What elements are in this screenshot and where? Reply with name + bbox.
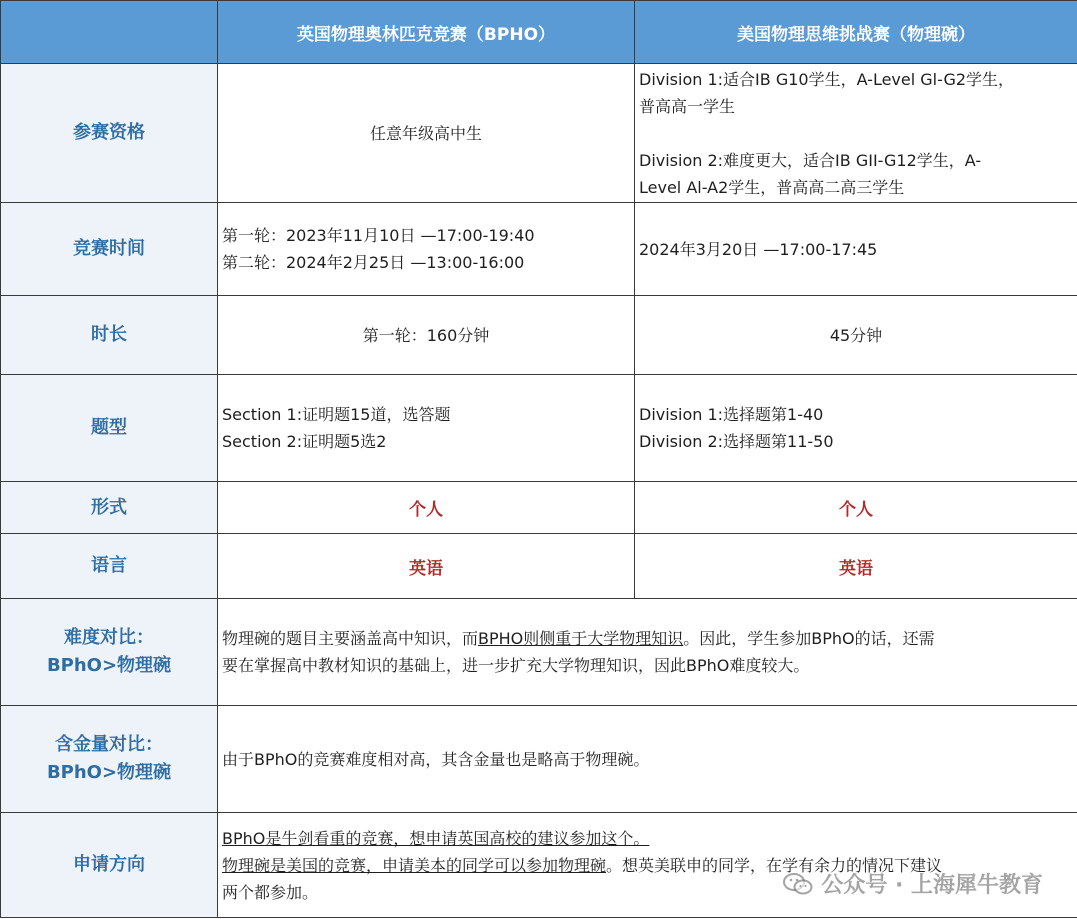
row-language — [1, 534, 1077, 599]
row-value — [1, 706, 1077, 813]
row-duration — [1, 296, 1077, 375]
row-application — [1, 813, 1077, 918]
application-text-part: 。想英美联申的同学，在学有余力的情况下建议 — [606, 855, 943, 875]
value-label-line1: 含金量对比： — [55, 734, 163, 755]
difficulty-text — [218, 599, 1077, 706]
application-line3: 两个都参加。 — [222, 882, 319, 902]
row-format — [1, 482, 1077, 534]
row-label-language: 语言 — [1, 534, 218, 599]
bpho-time-round1: 第一轮：2023年11月10日 —17:00-19:40 — [222, 226, 535, 245]
row-label-question-type: 题型 — [1, 375, 218, 482]
difficulty-line2: 要在掌握高中教材知识的基础上，进一步扩充大学物理知识，因此BPhO难度较大。 — [222, 656, 810, 675]
value-text: 由于BPhO的竞赛难度相对高，其含金量也是略高于物理碗。 — [218, 706, 1077, 813]
row-label-value — [1, 706, 218, 813]
row-label-difficulty — [1, 599, 218, 706]
bowl-format: 个人 — [635, 482, 1077, 534]
difficulty-text-underlined: BPHO则侧重于大学物理知识 — [478, 629, 684, 648]
row-label-duration: 时长 — [1, 296, 218, 375]
bowl-eligibility-line: 普高高一学生 — [639, 96, 736, 116]
header-bpho: 英国物理奥林匹克竞赛（BPHO） — [218, 1, 635, 64]
row-eligibility — [1, 64, 1077, 203]
bowl-division2: Division 2:选择题第11-50 — [639, 432, 834, 451]
watermark — [783, 868, 1043, 899]
bowl-eligibility-line: Division 2:难度更大，适合IB GII-G12学生，A- — [639, 150, 982, 170]
bpho-time-round2: 第二轮：2024年2月25日 —13:00-16:00 — [222, 253, 525, 272]
bowl-eligibility-line: Division 1:适合IB G10学生，A-Level Gl-G2学生， — [639, 69, 1015, 89]
row-difficulty — [1, 599, 1077, 706]
bpho-section1: Section 1:证明题15道，选答题 — [222, 405, 451, 424]
application-text-underlined: 物理碗是美国的竞赛，申请美本的同学可以参加物理碗 — [222, 855, 607, 875]
row-label-time: 竞赛时间 — [1, 203, 218, 296]
bowl-eligibility-line: Level Al-A2学生，普高高二高三学生 — [639, 177, 905, 197]
bpho-question-type — [218, 375, 635, 482]
row-label-eligibility: 参赛资格 — [1, 64, 218, 203]
bowl-division1: Division 1:选择题第1-40 — [639, 405, 824, 424]
row-time — [1, 203, 1077, 296]
watermark-text: 公众号 · 上海犀牛教育 — [821, 873, 1043, 898]
bowl-eligibility — [635, 64, 1077, 203]
bowl-time: 2024年3月20日 —17:00-17:45 — [635, 203, 1077, 296]
difficulty-text-part: 物理碗的题目主要涵盖高中知识，而 — [222, 629, 479, 648]
bpho-eligibility: 任意年级高中生 — [218, 64, 635, 203]
bpho-format: 个人 — [218, 482, 635, 534]
header-physics-bowl: 美国物理思维挑战赛（物理碗） — [635, 1, 1077, 64]
bowl-language: 英语 — [635, 534, 1077, 599]
bowl-duration: 45分钟 — [635, 296, 1077, 375]
difficulty-line1 — [222, 625, 1073, 652]
row-question-type — [1, 375, 1077, 482]
difficulty-label-line1: 难度对比： — [64, 627, 154, 648]
bpho-time — [218, 203, 635, 296]
value-label-line2: BPhO>物理碗 — [46, 762, 172, 783]
difficulty-text-part: 。因此，学生参加BPhO的话，还需 — [683, 629, 935, 648]
bpho-language: 英语 — [218, 534, 635, 599]
bpho-section2: Section 2:证明题5选2 — [222, 432, 387, 451]
bowl-question-type — [635, 375, 1077, 482]
spacer — [639, 120, 1073, 147]
difficulty-label-line2: BPhO>物理碗 — [46, 655, 172, 676]
wechat-icon — [783, 872, 813, 896]
bpho-duration: 第一轮：160分钟 — [218, 296, 635, 375]
row-label-format: 形式 — [1, 482, 218, 534]
application-line1: BPhO是牛剑看重的竞赛，想申请英国高校的建议参加这个。 — [222, 828, 650, 848]
application-text — [218, 813, 1077, 918]
header-empty-cell — [1, 1, 218, 64]
row-label-application: 申请方向 — [1, 813, 218, 918]
header-row — [1, 1, 1077, 64]
